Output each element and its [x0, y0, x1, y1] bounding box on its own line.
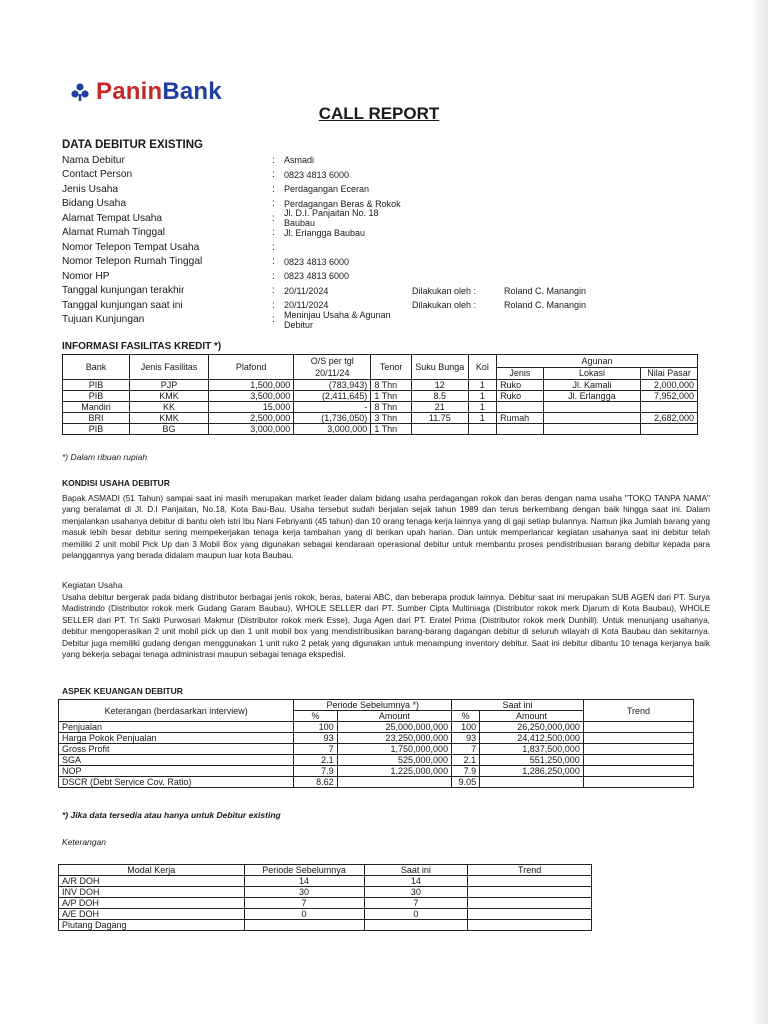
- debitur-value: 20/11/2024: [284, 285, 329, 296]
- modal-kerja-cell: Piutang Dagang: [59, 920, 245, 931]
- fasilitas-cell: [543, 424, 640, 435]
- debitur-value: Asmadi: [284, 155, 315, 166]
- debitur-label: Jenis Usaha: [62, 183, 119, 195]
- debitur-label: Alamat Tempat Usaha: [62, 212, 163, 224]
- fasilitas-cell: Ruko: [497, 391, 544, 402]
- fasilitas-cell: PIB: [63, 424, 130, 435]
- keuangan-cell: Gross Profit: [59, 744, 294, 755]
- fasilitas-cell: 1: [468, 380, 496, 391]
- keuangan-cell: 1,225,000,000: [337, 766, 451, 777]
- debitur-row: [62, 255, 702, 270]
- modal-kerja-row: [59, 920, 592, 931]
- modal-header-cell: Periode Sebelumnya: [244, 865, 364, 876]
- kegiatan-paragraph: Usaha debitur bergerak pada bidang distributor berbagai jenis rokok, beras, baterai ABC, dan beberapa produk lainnya. Debitur saat ini merupakan SUB AGEN dari PT. Surya Madistrindo (Distributor rokok merk Gudang Garam Baubau), WHOLE SELLER dari PT. Sumber Cipta Multiniaga (Distributor rokok merk Djarum di Kota Baubau), WHOLE SELLER dari PT. Tri Sakti Purwosari Makmur (Distributor rokok merk Esse), Juga Agen dari PT. Eratel Prima (Distributor rokok merk Dunhill). Untuk menunjang usahanya, debitur mengoperasikan 2 unit mobil pick up dan 1 unit mobil box yang mendistribusikan barang-barang dagangan debitur di seluruh wilayah di Kota Baubau dan sekitarnya. Debitur juga memiliki gudang dengan menggunakan 1 unit ruko 2 petak yang digunakan untuk menampung inventory debitur. Saat ini debitur dibantu 10 tenaga kerjanya baik yang bekerja sebagai tenaga administrasi maupun sebagai tenaga ekspedisi.: [62, 592, 710, 660]
- agunan-header-cell: Nilai Pasar: [641, 367, 698, 380]
- modal-kerja-cell: 30: [244, 887, 364, 898]
- modal-kerja-cell: [468, 920, 592, 931]
- debitur-colon: :: [272, 212, 275, 224]
- fasilitas-cell: 3 Thn: [371, 413, 412, 424]
- fasilitas-cell: [641, 402, 698, 413]
- keuangan-cell: 1,750,000,000: [337, 744, 451, 755]
- keuangan-header-cell: Saat ini: [452, 700, 584, 711]
- paninbank-logo-icon: [70, 82, 90, 102]
- keuangan-cell: 8.62: [294, 777, 337, 788]
- debitur-label: Tanggal kunjungan saat ini: [62, 299, 183, 311]
- fasilitas-cell: 3,000,000: [294, 424, 371, 435]
- keuangan-cell: [583, 722, 693, 733]
- section-heading-debitur: DATA DEBITUR EXISTING: [62, 139, 203, 151]
- fasilitas-cell: 3,000,000: [209, 424, 294, 435]
- keuangan-note: *) Jika data tersedia atau hanya untuk Debitur existing: [62, 810, 281, 820]
- fasilitas-cell: (2,411,645): [294, 391, 371, 402]
- fasilitas-cell: 1 Thn: [371, 391, 412, 402]
- section-heading-keuangan: ASPEK KEUANGAN DEBITUR: [62, 686, 183, 696]
- keuangan-cell: 7: [294, 744, 337, 755]
- fasilitas-cell: Jl. Erlangga: [543, 391, 640, 402]
- keuangan-cell: 1,286,250,000: [480, 766, 584, 777]
- debitur-label: Nomor Telepon Tempat Usaha: [62, 241, 200, 253]
- keuangan-cell: 24,412,500,000: [480, 733, 584, 744]
- keuangan-cell: [583, 755, 693, 766]
- keuangan-cell: Penjualan: [59, 722, 294, 733]
- keuangan-subheader-cell: %: [294, 711, 337, 722]
- keuangan-cell: [583, 733, 693, 744]
- keuangan-table: [58, 699, 694, 788]
- logo-wordmark: [96, 78, 222, 106]
- debitur-row: [62, 168, 702, 183]
- keuangan-subheader-cell: Amount: [480, 711, 584, 722]
- debitur-colon: :: [272, 314, 275, 326]
- debitur-value: 0823 4813 6000: [284, 169, 350, 180]
- keuangan-cell: DSCR (Debt Service Cov. Ratio): [59, 777, 294, 788]
- fasilitas-header-cell: Kol: [468, 355, 496, 380]
- modal-kerja-table: [58, 864, 592, 931]
- keuangan-cell: 551,250,000: [480, 755, 584, 766]
- section-heading-kondisi: KONDISI USAHA DEBITUR: [62, 478, 170, 488]
- dilakukan-oleh-value: Roland C. Manangin: [504, 285, 587, 296]
- keuangan-cell: [480, 777, 584, 788]
- modal-kerja-row: [59, 909, 592, 920]
- fasilitas-cell: 15,000: [209, 402, 294, 413]
- keuangan-cell: [583, 766, 693, 777]
- debitur-row: [62, 226, 702, 241]
- kegiatan-heading: Kegiatan Usaha: [62, 580, 123, 590]
- fasilitas-cell: 2,682,000: [641, 413, 698, 424]
- fasilitas-cell: 8 Thn: [371, 402, 412, 413]
- keuangan-cell: 93: [294, 733, 337, 744]
- keuangan-cell: SGA: [59, 755, 294, 766]
- modal-kerja-cell: A/P DOH: [59, 898, 245, 909]
- modal-kerja-cell: [468, 909, 592, 920]
- debitur-row: [62, 309, 702, 330]
- keuangan-cell: 525,000,000: [337, 755, 451, 766]
- paninbank-logo: [70, 78, 222, 106]
- debitur-value: Jl. Erlangga Baubau: [284, 227, 366, 238]
- debitur-colon: :: [272, 198, 275, 210]
- debitur-label: Alamat Rumah Tinggal: [62, 227, 166, 239]
- debitur-colon: :: [272, 169, 275, 181]
- modal-kerja-cell: [468, 887, 592, 898]
- fasilitas-cell: [468, 424, 496, 435]
- fasilitas-cell: [543, 402, 640, 413]
- fasilitas-table: [62, 354, 698, 435]
- modal-kerja-cell: [468, 898, 592, 909]
- fasilitas-cell: 2,500,000: [209, 413, 294, 424]
- section-heading-modal: Keterangan: [62, 837, 106, 847]
- debitur-colon: :: [272, 241, 275, 253]
- debitur-value: Jl. D.I. Panjaitan No. 18 Baubau: [284, 208, 379, 229]
- modal-header-cell: Trend: [468, 865, 592, 876]
- dilakukan-oleh-label: Dilakukan oleh :: [412, 300, 477, 311]
- agunan-header-cell: Jenis: [497, 367, 544, 380]
- keuangan-cell: 7: [452, 744, 480, 755]
- modal-kerja-cell: [244, 920, 364, 931]
- modal-kerja-cell: A/R DOH: [59, 876, 245, 887]
- keuangan-subheader-cell: Amount: [337, 711, 451, 722]
- modal-kerja-cell: [468, 876, 592, 887]
- debitur-value: Perdagangan Beras & Rokok: [284, 198, 401, 209]
- fasilitas-cell: 21: [411, 402, 468, 413]
- debitur-colon: :: [272, 183, 275, 195]
- debitur-colon: :: [272, 299, 275, 311]
- keuangan-cell: 93: [452, 733, 480, 744]
- keuangan-cell: [583, 777, 693, 788]
- debitur-colon: :: [272, 285, 275, 297]
- modal-kerja-cell: 14: [244, 876, 364, 887]
- section-heading-fasilitas: INFORMASI FASILITAS KREDIT *): [62, 341, 222, 352]
- modal-header-cell: Modal Kerja: [59, 865, 245, 876]
- keuangan-cell: 2.1: [294, 755, 337, 766]
- modal-kerja-row: [59, 887, 592, 898]
- debitur-label: Contact Person: [62, 169, 133, 181]
- modal-kerja-cell: INV DOH: [59, 887, 245, 898]
- modal-header-cell: Saat ini: [364, 865, 468, 876]
- modal-kerja-cell: [364, 920, 468, 931]
- debitur-label: Tujuan Kunjungan: [62, 314, 145, 326]
- keuangan-cell: 23,250,000,000: [337, 733, 451, 744]
- keuangan-cell: 9.05: [452, 777, 480, 788]
- logo-wordmark-panin: Panin: [96, 78, 163, 105]
- modal-kerja-cell: 7: [244, 898, 364, 909]
- keuangan-cell: [337, 777, 451, 788]
- modal-kerja-cell: 30: [364, 887, 468, 898]
- fasilitas-cell: KMK: [129, 391, 208, 402]
- modal-kerja-cell: 0: [244, 909, 364, 920]
- keuangan-cell: 7.9: [452, 766, 480, 777]
- keuangan-header-cell: Periode Sebelumnya *): [294, 700, 452, 711]
- debitur-value: Meninjau Usaha & Agunan Debitur: [284, 309, 391, 330]
- page-title: CALL REPORT: [318, 104, 440, 123]
- debitur-label: Nomor Telepon Rumah Tinggal: [62, 256, 203, 268]
- debitur-colon: :: [272, 154, 275, 166]
- kondisi-paragraph: Bapak ASMADI (51 Tahun) sampai saat ini masih merupakan market leader dalam bidang usaha perdagangan rokok dan beras dengan nama usaha "TOKO TANPA NAMA" yang beralamat di Jl. D.I Panjaitan, No.18, Kota Bau-Bau. Usaha tersebut sudah berjalan sejak tahun 1989 dan terus berkembang dengan baik hingga saat ini. Dalam menjalankan usahanya debitur di bantu oleh istri Ibu Nani Febriyanti (45 tahun) dan 10 orang tenaga kerja lainnya yang di gaji setiap bulannya. Namun jika Jumlah barang yang masuk lebih besar debitur sering mempekerjakan tenaga kerja tambahan yang di berikan upah harian. Dan untuk memperlancar kegiatan usahanya saat ini debitur telah memiliki 2 unit mobil Pick Up dan 3 Mobil Box yang digunakan sebagai kendaraan operasional debitur untuk membantu proses pendistribusian barang debitur kepada para pelanggannya yang berada didalam maupun luar kota Baubau.: [62, 493, 710, 561]
- keuangan-cell: 25,000,000,000: [337, 722, 451, 733]
- debitur-row: [62, 240, 702, 255]
- fasilitas-cell: -: [294, 402, 371, 413]
- keuangan-row: [59, 744, 694, 755]
- debitur-value: Perdagangan Eceran: [284, 184, 370, 195]
- debitur-label: Bidang Usaha: [62, 198, 127, 210]
- fasilitas-cell: BG: [129, 424, 208, 435]
- dilakukan-oleh-label: Dilakukan oleh :: [412, 285, 477, 296]
- fasilitas-row: [63, 413, 698, 424]
- keuangan-cell: 100: [294, 722, 337, 733]
- debitur-row: [62, 153, 702, 168]
- fasilitas-header-cell: O/S per tgl 20/11/24: [294, 355, 371, 380]
- fasilitas-cell: [543, 413, 640, 424]
- debitur-label: Tanggal kunjungan terakhir: [62, 285, 185, 297]
- debitur-row: [62, 269, 702, 284]
- fasilitas-cell: [411, 424, 468, 435]
- keuangan-cell: 7.9: [294, 766, 337, 777]
- modal-kerja-cell: 0: [364, 909, 468, 920]
- fasilitas-cell: 11.75: [411, 413, 468, 424]
- fasilitas-cell: 3,500,000: [209, 391, 294, 402]
- debitur-label: Nama Debitur: [62, 154, 125, 166]
- debitur-colon: :: [272, 256, 275, 268]
- keuangan-cell: NOP: [59, 766, 294, 777]
- fasilitas-header-cell: Jenis Fasilitas: [129, 355, 208, 380]
- fasilitas-cell: 7,952,000: [641, 391, 698, 402]
- keuangan-row: [59, 722, 694, 733]
- debitur-details: [62, 153, 702, 330]
- fasilitas-cell: BRI: [63, 413, 130, 424]
- fasilitas-cell: 8.5: [411, 391, 468, 402]
- keuangan-row: [59, 777, 694, 788]
- keuangan-header-cell: Trend: [583, 700, 693, 722]
- fasilitas-row: [63, 391, 698, 402]
- debitur-colon: :: [272, 270, 275, 282]
- modal-kerja-cell: A/E DOH: [59, 909, 245, 920]
- keuangan-cell: 26,250,000,000: [480, 722, 584, 733]
- fasilitas-cell: PIB: [63, 380, 130, 391]
- keuangan-cell: 1,837,500,000: [480, 744, 584, 755]
- fasilitas-row: [63, 424, 698, 435]
- debitur-row: [62, 182, 702, 197]
- logo-wordmark-bank: Bank: [162, 78, 222, 105]
- fasilitas-cell: 1 Thn: [371, 424, 412, 435]
- fasilitas-cell: 1,500,000: [209, 380, 294, 391]
- modal-kerja-cell: 7: [364, 898, 468, 909]
- debitur-colon: :: [272, 227, 275, 239]
- fasilitas-header-cell: Plafond: [209, 355, 294, 380]
- debitur-value: 0823 4813 6000: [284, 256, 350, 267]
- fasilitas-cell: 1: [468, 391, 496, 402]
- keuangan-header-cell: Keterangan (berdasarkan interview): [59, 700, 294, 722]
- keuangan-cell: 100: [452, 722, 480, 733]
- fasilitas-cell: Mandiri: [63, 402, 130, 413]
- modal-kerja-row: [59, 898, 592, 909]
- fasilitas-cell: (1,736,050): [294, 413, 371, 424]
- fasilitas-cell: (783,943): [294, 380, 371, 391]
- fasilitas-cell: 12: [411, 380, 468, 391]
- fasilitas-cell: Ruko: [497, 380, 544, 391]
- fasilitas-cell: 1: [468, 402, 496, 413]
- debitur-row: [62, 284, 702, 299]
- fasilitas-cell: [497, 424, 544, 435]
- modal-kerja-cell: 14: [364, 876, 468, 887]
- fasilitas-row: [63, 380, 698, 391]
- fasilitas-row: [63, 402, 698, 413]
- keuangan-row: [59, 766, 694, 777]
- fasilitas-cell: KMK: [129, 413, 208, 424]
- fasilitas-cell: PJP: [129, 380, 208, 391]
- keuangan-cell: Harga Pokok Penjualan: [59, 733, 294, 744]
- debitur-row: [62, 208, 702, 229]
- keuangan-cell: [583, 744, 693, 755]
- dilakukan-oleh-value: Roland C. Manangin: [504, 300, 587, 311]
- fasilitas-cell: 1: [468, 413, 496, 424]
- fasilitas-header-cell: Tenor: [371, 355, 412, 380]
- fasilitas-cell: Jl. Kamali: [543, 380, 640, 391]
- fasilitas-cell: [641, 424, 698, 435]
- keuangan-row: [59, 755, 694, 766]
- fasilitas-cell: [497, 402, 544, 413]
- fasilitas-cell: PIB: [63, 391, 130, 402]
- scan-edge-shadow: [750, 0, 768, 1024]
- fasilitas-cell: 8 Thn: [371, 380, 412, 391]
- fasilitas-header-cell: Suku Bunga: [411, 355, 468, 380]
- keuangan-cell: 2.1: [452, 755, 480, 766]
- agunan-header-cell: Lokasi: [543, 367, 640, 380]
- fasilitas-header-cell: Agunan: [497, 355, 698, 368]
- fasilitas-cell: 2,000,000: [641, 380, 698, 391]
- fasilitas-note: *) Dalam ribuan rupiah: [62, 452, 148, 462]
- fasilitas-cell: KK: [129, 402, 208, 413]
- fasilitas-header-cell: Bank: [63, 355, 130, 380]
- modal-kerja-row: [59, 876, 592, 887]
- debitur-value: 0823 4813 6000: [284, 271, 350, 282]
- fasilitas-cell: Rumah: [497, 413, 544, 424]
- debitur-label: Nomor HP: [62, 270, 110, 282]
- debitur-value: 20/11/2024: [284, 300, 329, 311]
- keuangan-row: [59, 733, 694, 744]
- keuangan-subheader-cell: %: [452, 711, 480, 722]
